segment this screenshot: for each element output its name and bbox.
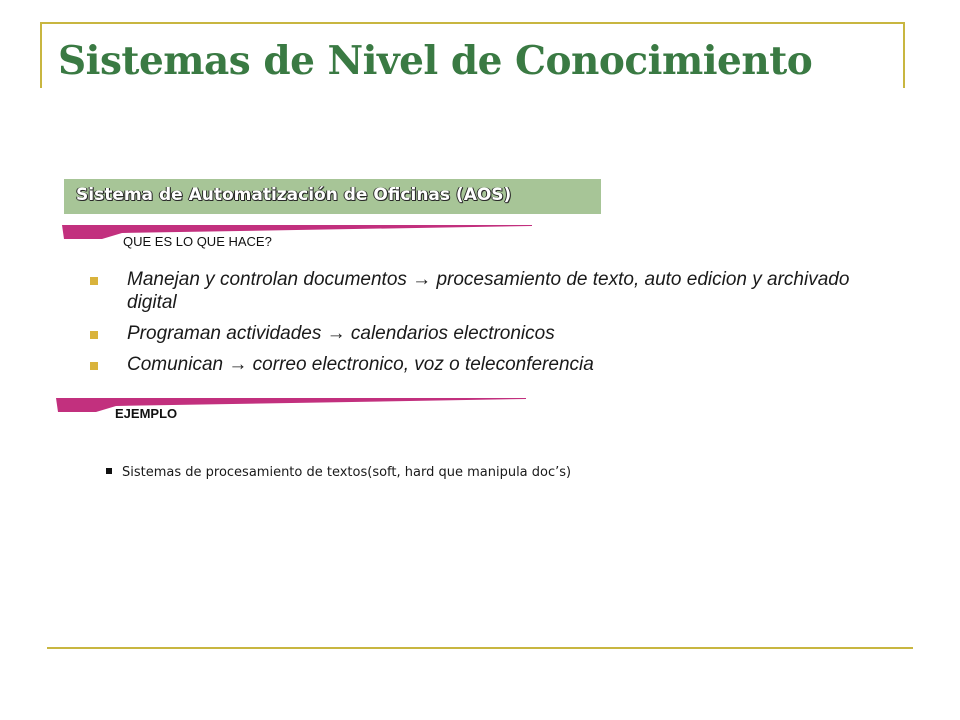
- arrow-right-icon: →: [412, 269, 432, 290]
- bullet-square-icon: [90, 277, 98, 285]
- bullet-item: Programan actividades → calendarios electronicos: [90, 322, 900, 345]
- arrow-right-icon: →: [326, 323, 346, 344]
- arrow-right-icon: →: [228, 354, 248, 375]
- square-bullet-icon: [106, 468, 112, 474]
- section-label-ejemplo: EJEMPLO: [115, 406, 178, 421]
- example-item: Sistemas de procesamiento de textos(soft, hard que manipula doc’s): [106, 465, 571, 480]
- frame-bottom-line: [47, 647, 913, 649]
- frame-right-line: [903, 22, 905, 88]
- banner-text: Sistema de Automatización de Oficinas (AOS): [76, 185, 512, 205]
- section-label-que-hace: QUE ES LO QUE HACE?: [123, 234, 272, 249]
- bullet-item: Comunican → correo electronico, voz o teleconferencia: [90, 353, 900, 376]
- frame-left-line: [40, 22, 42, 88]
- bullet-item: Manejan y controlan documentos → procesamiento de texto, auto edicion y archivado digital: [90, 268, 900, 314]
- bullet-square-icon: [90, 362, 98, 370]
- bullet-square-icon: [90, 331, 98, 339]
- slide-title: Sistemas de Nivel de Conocimiento: [58, 38, 813, 84]
- bullet-list: [90, 268, 900, 384]
- frame-top-line: [40, 22, 904, 24]
- section-banner: [64, 179, 601, 214]
